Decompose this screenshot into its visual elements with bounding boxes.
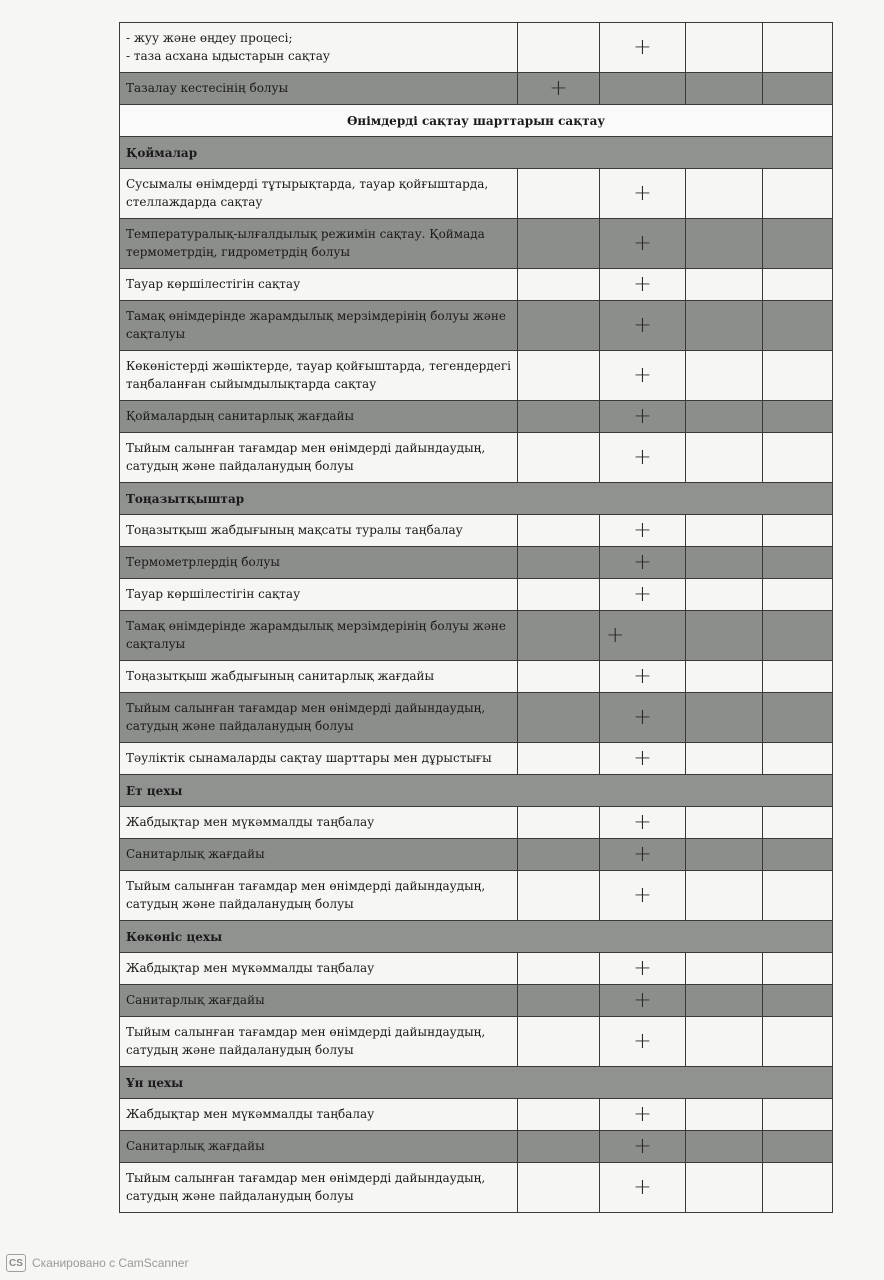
check-cell-col2: +: [600, 743, 686, 775]
checklist-row: [120, 661, 833, 693]
criterion-text-line: Тоңазытқыш жабдығының санитарлық жағдайы: [126, 668, 435, 683]
subsection-title: Ет цехы: [120, 775, 833, 807]
checklist-row: [120, 515, 833, 547]
criterion-cell: [120, 611, 518, 661]
check-cell-col4: [763, 807, 833, 839]
checklist-row: [120, 611, 833, 661]
checklist-row: [120, 953, 833, 985]
check-cell-col4: [763, 73, 833, 105]
criterion-text-line: Сусымалы өнімдерді тұтырықтарда, тауар қойғыштарда,: [126, 177, 489, 192]
checklist-row: [120, 301, 833, 351]
check-cell-col1: [518, 547, 600, 579]
check-cell-col4: [763, 1099, 833, 1131]
criterion-text-line: сатудың және пайдаланудың болуы: [126, 458, 354, 473]
check-cell-col3: [686, 515, 763, 547]
criterion-cell: [120, 661, 518, 693]
checklist-row: [120, 547, 833, 579]
criterion-text-line: Термометрлердің болуы: [126, 554, 280, 569]
checklist-row: [120, 169, 833, 219]
section-header-row: [120, 105, 833, 137]
criterion-text-line: Тамақ өнімдерінде жарамдылық мерзімдерінің болуы және: [126, 619, 506, 634]
criterion-text-line: сақталуы: [126, 326, 186, 341]
checklist-row: [120, 401, 833, 433]
check-cell-col3: [686, 547, 763, 579]
check-cell-col4: [763, 611, 833, 661]
criterion-text-line: таңбаланған сыйымдылықтарда сақтау: [126, 376, 377, 391]
check-cell-col4: [763, 23, 833, 73]
criterion-cell: [120, 547, 518, 579]
check-cell-col3: [686, 219, 763, 269]
check-cell-col2: +: [600, 1131, 686, 1163]
check-cell-col4: [763, 661, 833, 693]
checklist-row: [120, 807, 833, 839]
camscanner-logo-icon: CS: [6, 1254, 26, 1272]
criterion-cell: [120, 269, 518, 301]
criterion-text-line: термометрдің, гидрометрдің болуы: [126, 244, 351, 259]
check-cell-col1: [518, 871, 600, 921]
check-cell-col2: +: [600, 985, 686, 1017]
criterion-text-line: Тоңазытқыш жабдығының мақсаты туралы таңбалау: [126, 522, 463, 537]
checklist-row: [120, 1017, 833, 1067]
check-cell-col2: +: [600, 401, 686, 433]
check-cell-col4: [763, 953, 833, 985]
checklist-row: [120, 351, 833, 401]
criterion-text-line: сатудың және пайдаланудың болуы: [126, 1042, 354, 1057]
check-cell-col1: [518, 953, 600, 985]
check-cell-col1: [518, 611, 600, 661]
scanner-watermark: [6, 1254, 188, 1272]
check-cell-col2: +: [600, 169, 686, 219]
check-cell-col2: +: [600, 839, 686, 871]
criterion-text-line: Тамақ өнімдерінде жарамдылық мерзімдерінің болуы және: [126, 309, 506, 324]
criterion-cell: [120, 985, 518, 1017]
check-cell-col4: [763, 169, 833, 219]
check-cell-col1: [518, 693, 600, 743]
check-cell-col3: [686, 611, 763, 661]
check-cell-col1: [518, 301, 600, 351]
check-cell-col1: [518, 515, 600, 547]
check-cell-col3: [686, 73, 763, 105]
check-cell-col4: [763, 401, 833, 433]
criterion-text-line: Температуралық-ылғалдылық режимін сақтау. Қоймада: [126, 227, 485, 242]
criterion-cell: [120, 839, 518, 871]
checklist-row: [120, 693, 833, 743]
check-cell-col4: [763, 743, 833, 775]
check-cell-col2: +: [600, 579, 686, 611]
criterion-cell: [120, 73, 518, 105]
check-cell-col2: +: [600, 807, 686, 839]
checklist-table: [119, 22, 833, 1213]
criterion-text-line: Санитарлық жағдайы: [126, 1138, 265, 1153]
check-cell-col2: +: [600, 953, 686, 985]
checklist-row: [120, 1163, 833, 1213]
criterion-text-line: Көкөністерді жәшіктерде, тауар қойғыштарда, тегендердегі: [126, 359, 511, 374]
check-cell-col1: [518, 807, 600, 839]
criterion-text-line: Санитарлық жағдайы: [126, 992, 265, 1007]
subsection-title: Тоңазытқыштар: [120, 483, 833, 515]
check-cell-col1: [518, 269, 600, 301]
subsection-title: Көкөніс цехы: [120, 921, 833, 953]
criterion-text-line: Тыйым салынған тағамдар мен өнімдерді дайындаудың,: [126, 441, 486, 456]
check-cell-col3: [686, 269, 763, 301]
criterion-cell: [120, 579, 518, 611]
criterion-text-line: - жуу және өңдеу процесі;: [126, 31, 293, 46]
criterion-text-line: Тыйым салынған тағамдар мен өнімдерді дайындаудың,: [126, 1025, 486, 1040]
check-cell-col1: [518, 743, 600, 775]
criterion-text-line: сатудың және пайдаланудың болуы: [126, 718, 354, 733]
criterion-text-line: сақталуы: [126, 636, 186, 651]
check-cell-col3: [686, 433, 763, 483]
criterion-cell: [120, 743, 518, 775]
check-cell-col1: [518, 1099, 600, 1131]
criterion-cell: [120, 23, 518, 73]
criterion-cell: [120, 1163, 518, 1213]
check-cell-col4: [763, 547, 833, 579]
check-cell-col2: +: [600, 693, 686, 743]
check-cell-col4: [763, 219, 833, 269]
check-cell-col4: [763, 985, 833, 1017]
check-cell-col1: [518, 1131, 600, 1163]
checklist-row: [120, 985, 833, 1017]
check-cell-col1: [518, 839, 600, 871]
criterion-text-line: Тауар көршілестігін сақтау: [126, 586, 301, 601]
check-cell-col4: [763, 301, 833, 351]
criterion-cell: [120, 351, 518, 401]
checklist-row: [120, 269, 833, 301]
check-cell-col3: [686, 661, 763, 693]
check-cell-col2: +: [600, 515, 686, 547]
check-cell-col1: [518, 1017, 600, 1067]
subsection-header-row: [120, 137, 833, 169]
check-cell-col2: +: [600, 871, 686, 921]
check-cell-col3: [686, 1017, 763, 1067]
section-title: Өнімдерді сақтау шарттарын сақтау: [120, 105, 833, 137]
check-cell-col3: [686, 807, 763, 839]
subsection-title: Қоймалар: [120, 137, 833, 169]
check-cell-col4: [763, 1017, 833, 1067]
criterion-cell: [120, 169, 518, 219]
check-cell-col3: [686, 23, 763, 73]
check-cell-col3: [686, 871, 763, 921]
criterion-cell: [120, 1017, 518, 1067]
check-cell-col3: [686, 693, 763, 743]
criterion-text-line: Тыйым салынған тағамдар мен өнімдерді дайындаудың,: [126, 1171, 486, 1186]
check-cell-col1: [518, 661, 600, 693]
check-cell-col3: [686, 1131, 763, 1163]
checklist-body: [120, 23, 833, 1213]
check-cell-col1: [518, 1163, 600, 1213]
criterion-cell: [120, 953, 518, 985]
criterion-cell: [120, 219, 518, 269]
criterion-text-line: Санитарлық жағдайы: [126, 846, 265, 861]
criterion-text-line: Жабдықтар мен мүкәммалды таңбалау: [126, 814, 375, 829]
check-cell-col4: [763, 515, 833, 547]
check-cell-col1: [518, 169, 600, 219]
check-cell-col1: [518, 401, 600, 433]
check-cell-col3: [686, 985, 763, 1017]
criterion-text-line: Жабдықтар мен мүкәммалды таңбалау: [126, 960, 375, 975]
checklist-row: [120, 1099, 833, 1131]
criterion-text-line: Тыйым салынған тағамдар мен өнімдерді дайындаудың,: [126, 879, 486, 894]
check-cell-col2: +: [600, 661, 686, 693]
check-cell-col1: [518, 433, 600, 483]
check-cell-col1: [518, 23, 600, 73]
subsection-title: Ұн цехы: [120, 1067, 833, 1099]
criterion-text-line: - таза асхана ыдыстарын сақтау: [126, 48, 330, 63]
check-cell-col2: +: [600, 547, 686, 579]
criterion-cell: [120, 693, 518, 743]
check-cell-col3: [686, 743, 763, 775]
criterion-cell: [120, 433, 518, 483]
checklist-row: [120, 871, 833, 921]
criterion-text-line: стеллаждарда сақтау: [126, 194, 263, 209]
check-cell-col1: +: [518, 73, 600, 105]
criterion-cell: [120, 1131, 518, 1163]
check-cell-col4: [763, 433, 833, 483]
checklist-row: [120, 743, 833, 775]
check-cell-col3: [686, 351, 763, 401]
check-cell-col3: [686, 169, 763, 219]
check-cell-col4: [763, 1163, 833, 1213]
criterion-text-line: сатудың және пайдаланудың болуы: [126, 1188, 354, 1203]
check-cell-col2: +: [600, 269, 686, 301]
check-cell-col2: +: [600, 1163, 686, 1213]
criterion-text-line: Тазалау кестесінің болуы: [126, 80, 289, 95]
check-cell-col1: [518, 985, 600, 1017]
criterion-text-line: Тыйым салынған тағамдар мен өнімдерді дайындаудың,: [126, 701, 486, 716]
checklist-row: [120, 23, 833, 73]
check-cell-col2: +: [600, 1099, 686, 1131]
check-cell-col2: +: [600, 1017, 686, 1067]
check-cell-col2: +: [600, 351, 686, 401]
check-cell-col4: [763, 871, 833, 921]
check-cell-col2: [600, 73, 686, 105]
criterion-cell: [120, 301, 518, 351]
scanner-watermark-text: Сканировано с CamScanner: [32, 1256, 189, 1270]
check-cell-col4: [763, 693, 833, 743]
check-cell-col4: [763, 839, 833, 871]
checklist-row: [120, 219, 833, 269]
criterion-cell: [120, 1099, 518, 1131]
checklist-row: [120, 579, 833, 611]
subsection-header-row: [120, 921, 833, 953]
check-cell-col4: [763, 579, 833, 611]
checklist-row: [120, 73, 833, 105]
criterion-cell: [120, 871, 518, 921]
check-cell-col4: [763, 269, 833, 301]
checklist-row: [120, 839, 833, 871]
criterion-text-line: Қоймалардың санитарлық жағдайы: [126, 408, 355, 423]
criterion-text-line: Тәуліктік сынамаларды сақтау шарттары мен дұрыстығы: [126, 750, 492, 765]
criterion-cell: [120, 515, 518, 547]
check-cell-col2: +: [600, 433, 686, 483]
check-cell-col3: [686, 579, 763, 611]
checklist-row: [120, 1131, 833, 1163]
check-cell-col3: [686, 1099, 763, 1131]
check-cell-col4: [763, 351, 833, 401]
check-cell-col3: [686, 1163, 763, 1213]
check-cell-col1: [518, 219, 600, 269]
check-cell-col4: [763, 1131, 833, 1163]
criterion-text-line: Тауар көршілестігін сақтау: [126, 276, 301, 291]
check-cell-col2: +: [600, 23, 686, 73]
check-cell-col2: +: [600, 219, 686, 269]
check-cell-col3: [686, 301, 763, 351]
check-cell-col3: [686, 953, 763, 985]
criterion-text-line: Жабдықтар мен мүкәммалды таңбалау: [126, 1106, 375, 1121]
criterion-cell: [120, 401, 518, 433]
check-cell-col1: [518, 579, 600, 611]
subsection-header-row: [120, 483, 833, 515]
criterion-text-line: сатудың және пайдаланудың болуы: [126, 896, 354, 911]
subsection-header-row: [120, 775, 833, 807]
check-cell-col1: [518, 351, 600, 401]
checklist-row: [120, 433, 833, 483]
check-cell-col3: [686, 839, 763, 871]
check-cell-col2: +: [600, 611, 686, 661]
subsection-header-row: [120, 1067, 833, 1099]
check-cell-col2: +: [600, 301, 686, 351]
check-cell-col3: [686, 401, 763, 433]
criterion-cell: [120, 807, 518, 839]
